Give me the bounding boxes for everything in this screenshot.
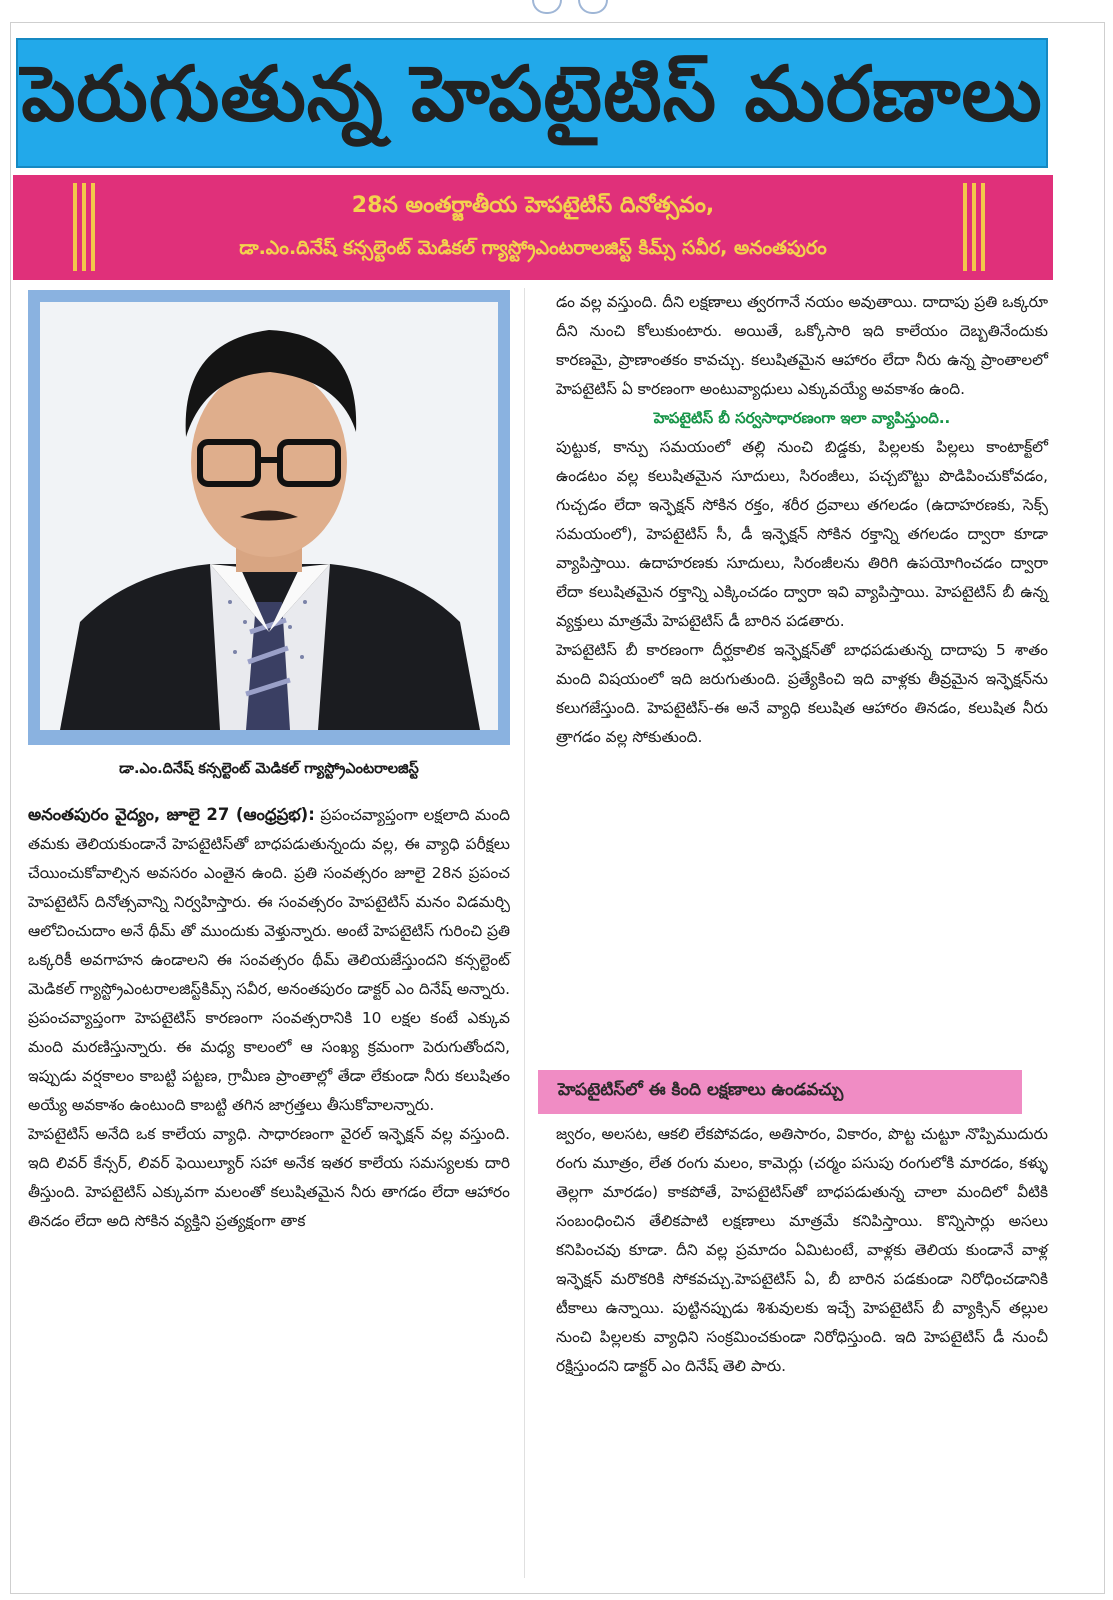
article-paragraph: పుట్టుక, కాన్పు సమయంలో తల్లి నుంచి బిడ్డకు, పిల్లలకు పిల్లలు కాంటాక్ట్‌లో ఉండటం వల్ల కలుషితమైన సూదులు, సిరంజీలు, పచ్చబొట్టు పొడిపించుకోవడం, గుచ్చడం లేదా ఇన్ఫెక్షన్ సోకిన రక్తం, శరీర ద్రవాలు తగలడం (ఉదాహరణకు, సెక్స్ సమయంలో), హెపటైటిస్ సీ, డీ ఇన్ఫెక్షన్ సోకిన రక్తాన్ని తగలడం ద్వారా కూడా వ్యాపిస్తాయి. ఉదాహరణకు సూదులు, సిరంజీలను తిరిగి ఉపయోగించడం ద్వారా లేదా కలుషితమైన రక్తాన్ని ఎక్కించడం ద్వారా ఇవి వ్యాపిస్తాయి. హెపటైటిస్ బీ ఉన్న వ్యక్తులు మాత్రమే హెపటైటిస్ డీ బారిన పడతారు.: [556, 438, 1048, 630]
banner-line-2: డా.ఎం.దినేష్ కన్సల్టెంట్ మెడికల్ గ్యాస్ట్రోఎంటరాలజిస్ట్ కిమ్స్ సవీర, అనంతపురం: [239, 237, 827, 259]
dateline: అనంతపురం వైద్యం, జూలై 27 (ఆంధ్రప్రభ):: [28, 805, 315, 824]
right-column: [556, 288, 1048, 752]
subtitle-banner: [13, 175, 1053, 280]
headline: పెరుగుతున్న హెపటైటిస్ మరణాలు: [21, 49, 1043, 138]
subheading: హెపటైటిస్ బీ సర్వసాధారణంగా ఇలా వ్యాపిస్తుంది..: [653, 409, 951, 427]
banner-line-1: 28న అంతర్జాతీయ హెపటైటిస్ దినోత్సవం,: [351, 193, 715, 218]
symptoms-heading: హెపటైటిస్‌లో ఈ కింది లక్షణాలు ఉండవచ్చు: [558, 1080, 844, 1100]
logo-icon: [532, 0, 562, 14]
left-column: [28, 800, 510, 1236]
doctor-photo: [40, 302, 498, 730]
article-paragraph: హెపటైటిస్ బీ కారణంగా దీర్ఘకాలిక ఇన్ఫెక్షన్‌తో బాధపడుతున్న దాదాపు 5 శాతం మంది విషయంలో ఇది జరుగుతుంది. ప్రత్యేకించి ఇది వాళ్లకు తీవ్రమైన ఇన్ఫెక్షన్‌ను కలుగజేస్తుంది. హెపటైటిస్-ఈ అనే వ్యాధి కలుషిత ఆహారం తినడం, కలుషిత నీరు త్రాగడం వల్ల సోకుతుంది.: [556, 641, 1048, 746]
symptoms-column: [556, 1120, 1048, 1381]
symptoms-text: జ్వరం, అలసట, ఆకలి లేకపోవడం, అతిసారం, వికారం, పొట్ట చుట్టూ నొప్పిముదురు రంగు మూత్రం, లేత రంగు మలం, కామెర్లు (చర్మం పసుపు రంగులోకి మారడం, కళ్ళు తెల్లగా మారడం) కాకపోతే, హెపటైటిస్‌తో బాధపడుతున్న చాలా మందిలో వీటికి సంబంధించిన తేలికపాటి లక్షణాలు మాత్రమే కనిపిస్తాయి. కొన్నిసార్లు అసలు కనిపించవు కూడా. దీని వల్ల ప్రమాదం ఏమిటంటే, వాళ్లకు తెలియ కుండానే వాళ్ల ఇన్ఫెక్షన్ మరొకరికి సోకవచ్చు.హెపటైటిస్ ఏ, బీ బారిన పడకుండా నిరోధించడానికి టీకాలు ఉన్నాయి. పుట్టినప్పుడు శిశువులకు ఇచ్చే హెపటైటిస్ బీ వ్యాక్సిన్ తల్లుల నుంచి పిల్లలకు వ్యాధిని సంక్రమించకుండా నిరోధిస్తుంది. ఇది హెపటైటిస్ డీ నుంచీ రక్షిస్తుందని డాక్టర్ ఎం దినేష్ తెలి పారు.: [556, 1125, 1048, 1375]
column-divider: [524, 288, 525, 1578]
symptoms-heading-box: [538, 1070, 1022, 1114]
headline-box: [16, 38, 1048, 168]
photo-frame: [28, 290, 510, 745]
article-paragraph: హెపటైటిస్ అనేది ఒక కాలేయ వ్యాధి. సాధారణంగా వైరల్ ఇన్ఫెక్షన్ వల్ల వస్తుంది. ఇది లివర్ కేన్సర్, లివర్ ఫెయిల్యూర్ సహా అనేక ఇతర కాలేయ సమస్యలకు దారి తీస్తుంది. హెపటైటిస్ ఎక్కువగా మలంతో కలుషితమైన నీరు తాగడం లేదా ఆహారం తినడం లేదా అది సోకిన వ్యక్తిని ప్రత్యక్షంగా తాక: [28, 1125, 510, 1230]
article-paragraph: అనంతపురం వైద్యం, జూలై 27 (ఆంధ్రప్రభ): ప్రపంచవ్యాప్తంగా లక్షలాది మంది తమకు తెలియకుండానే హెపటైటిస్‌తో బాధపడుతున్నందు వల్ల, ఈ వ్యాధి పరీక్షలు చేయించుకోవాల్సిన అవసరం ఎంతైన ఉంది. ప్రతి సంవత్సరం జూలై 28న ప్రపంచ హెపటైటిస్ దినోత్సవాన్ని నిర్వహిస్తారు. ఈ సంవత్సరం హెపటైటిస్ మనం విడమర్చి ఆలోచించుదాం అనే థీమ్ తో ముందుకు వెళ్తున్నారు. అంటే హెపటైటిస్ గురించి ప్రతి ఒక్కరికీ అవగాహన ఉండాలని ఈ సంవత్సరం థీమ్ తెలియజేస్తుందని కన్సల్టెంట్ మెడికల్ గ్యాస్ట్రోఎంటరాలజిస్ట్‌కిమ్స్ సవీర, అనంతపురం డాక్టర్ ఎం దినేష్ అన్నారు. ప్రపంచవ్యాప్తంగా హెపటైటిస్ కారణంగా సంవత్సరానికి 10 లక్షల కంటే ఎక్కువ మంది మరణిస్తున్నారు. ఈ మధ్య కాలంలో ఆ సంఖ్య క్రమంగా పెరుగుతోందని, ఇప్పుడు వర్షకాలం కాబట్టి పట్టణ, గ్రామీణ ప్రాంతాల్లో తేడా లేకుండా నీరు కలుషితం అయ్యే అవకాశం ఉంటుంది కాబట్టి తగిన జాగ్రత్తలు తీసుకోవాలన్నారు.: [28, 805, 510, 1114]
masthead-strip: [0, 0, 1113, 22]
article-paragraph: డం వల్ల వస్తుంది. దీని లక్షణాలు త్వరగానే నయం అవుతాయి. దాదాపు ప్రతి ఒక్కరూ దీని నుంచి కోలుకుంటారు. అయితే, ఒక్కోసారి ఇది కాలేయం దెబ్బతినేందుకు కారణమై, ప్రాణాంతకం కావచ్చు. కలుషితమైన ఆహారం లేదా నీరు ఉన్న ప్రాంతాలలో హెపటైటిస్ ఏ కారణంగా అంటువ్యాధులు ఎక్కువయ్యే అవకాశం ఉంది.: [556, 293, 1048, 398]
logo-icon: [578, 0, 608, 14]
photo-caption: డా.ఎం.దినేష్ కన్సల్టెంట్ మెడికల్ గ్యాస్ట్రోఎంటరాలజిస్ట్: [119, 761, 419, 777]
